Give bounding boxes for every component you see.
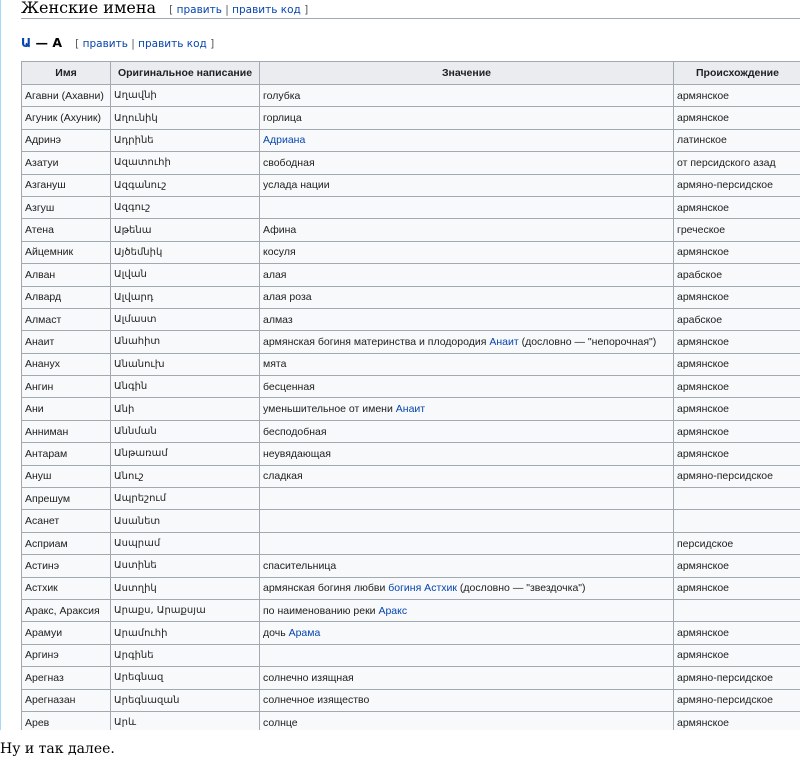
armenian-letter: Ա bbox=[21, 35, 32, 50]
header-name[interactable]: Имя bbox=[22, 62, 111, 85]
cell-origin: персидское bbox=[674, 532, 800, 554]
meaning-text: голубка bbox=[263, 89, 301, 102]
cell-name: Аракс, Араксия bbox=[22, 599, 111, 621]
table-row bbox=[22, 241, 800, 263]
cell-origin: армянское bbox=[674, 443, 800, 465]
cell-original: Անուշ bbox=[111, 465, 260, 487]
russian-letter: А bbox=[52, 35, 63, 50]
subsection-edit-code-link[interactable]: править код bbox=[138, 38, 207, 50]
cell-original: Արաքս, Արաքսյա bbox=[111, 599, 260, 621]
meaning-text: алая роза bbox=[263, 291, 312, 304]
cell-meaning bbox=[260, 129, 674, 151]
cell-meaning bbox=[260, 331, 674, 353]
cell-origin: армяно-персидское bbox=[674, 689, 800, 711]
cell-name: Агавни (Ахавни) bbox=[22, 85, 111, 107]
subsection-edit-links: [ править | править код ] bbox=[75, 38, 215, 50]
meaning-text: уменьшительное от имени bbox=[263, 403, 396, 416]
cell-origin: армянское bbox=[674, 555, 800, 577]
cell-original: Աննման bbox=[111, 420, 260, 442]
meaning-text: Афина bbox=[263, 224, 297, 237]
table-row bbox=[22, 286, 800, 308]
section-edit-links: [ править | править код ] bbox=[169, 4, 309, 16]
cell-name: Асанет bbox=[22, 510, 111, 532]
meaning-text: горлица bbox=[263, 112, 302, 125]
cell-origin: армяно-персидское bbox=[674, 667, 800, 689]
cell-meaning bbox=[260, 443, 674, 465]
cell-meaning bbox=[260, 286, 674, 308]
cell-origin: армянское bbox=[674, 577, 800, 599]
table-row bbox=[22, 129, 800, 151]
meaning-text: (дословно — "непорочная") bbox=[518, 335, 657, 348]
table-row bbox=[22, 443, 800, 465]
cell-original: Արև bbox=[111, 711, 260, 730]
cell-original: Անգին bbox=[111, 376, 260, 398]
cell-original: Աթենա bbox=[111, 219, 260, 241]
cell-original: Ազգանուշ bbox=[111, 174, 260, 196]
cell-name: Аргинэ bbox=[22, 644, 111, 666]
meaning-text: (дословно — "звездочка") bbox=[456, 582, 586, 595]
cell-name: Арамуи bbox=[22, 622, 111, 644]
cell-original: Ասանետ bbox=[111, 510, 260, 532]
cell-name: Апрешум bbox=[22, 488, 111, 510]
cell-origin bbox=[674, 488, 800, 510]
cell-meaning bbox=[260, 353, 674, 375]
cell-meaning bbox=[260, 219, 674, 241]
cell-origin: армянское bbox=[674, 331, 800, 353]
cell-meaning bbox=[260, 644, 674, 666]
cell-original: Անթառամ bbox=[111, 443, 260, 465]
table-row bbox=[22, 555, 800, 577]
cell-name: Азатуи bbox=[22, 152, 111, 174]
cell-original: Արեգնազան bbox=[111, 689, 260, 711]
cell-origin: армянское bbox=[674, 286, 800, 308]
cell-original: Աղավնի bbox=[111, 85, 260, 107]
cell-original: Ապրեշում bbox=[111, 488, 260, 510]
table-row bbox=[22, 510, 800, 532]
cell-name: Астинэ bbox=[22, 555, 111, 577]
cell-meaning bbox=[260, 599, 674, 621]
cell-name: Азгануш bbox=[22, 174, 111, 196]
table-row bbox=[22, 308, 800, 330]
cell-meaning bbox=[260, 264, 674, 286]
cell-meaning bbox=[260, 241, 674, 263]
meaning-text: мята bbox=[263, 358, 287, 371]
cell-meaning bbox=[260, 555, 674, 577]
cell-origin: армянское bbox=[674, 644, 800, 666]
table-row bbox=[22, 711, 800, 730]
cell-name: Адринэ bbox=[22, 129, 111, 151]
table-row bbox=[22, 152, 800, 174]
cell-origin: латинское bbox=[674, 129, 800, 151]
table-row bbox=[22, 398, 800, 420]
section-edit-link[interactable]: править bbox=[176, 4, 222, 16]
cell-original: Ասպրամ bbox=[111, 532, 260, 554]
meaning-link[interactable]: богиня Астхик bbox=[388, 582, 457, 595]
cell-meaning bbox=[260, 465, 674, 487]
cell-name: Алвард bbox=[22, 286, 111, 308]
table-row bbox=[22, 353, 800, 375]
cell-origin bbox=[674, 510, 800, 532]
table-row bbox=[22, 667, 800, 689]
cell-origin: армянское bbox=[674, 196, 800, 218]
cell-name: Анаит bbox=[22, 331, 111, 353]
cell-origin: армянское bbox=[674, 353, 800, 375]
cell-original: Ադրինե bbox=[111, 129, 260, 151]
cell-origin: от персидского азад bbox=[674, 152, 800, 174]
meaning-text: свободная bbox=[263, 156, 315, 169]
table-row bbox=[22, 264, 800, 286]
cell-original: Ալվարդ bbox=[111, 286, 260, 308]
table-row bbox=[22, 174, 800, 196]
cell-name: Ануш bbox=[22, 465, 111, 487]
cell-original: Ալմաստ bbox=[111, 308, 260, 330]
section-heading bbox=[21, 0, 800, 19]
cell-meaning bbox=[260, 376, 674, 398]
table-row bbox=[22, 532, 800, 554]
cell-meaning bbox=[260, 420, 674, 442]
header-origin[interactable]: Происхождение bbox=[674, 62, 800, 85]
table-row bbox=[22, 420, 800, 442]
cell-origin: армянское bbox=[674, 398, 800, 420]
cell-name: Агуник (Ахуник) bbox=[22, 107, 111, 129]
cell-name: Атена bbox=[22, 219, 111, 241]
cell-meaning bbox=[260, 152, 674, 174]
table-row bbox=[22, 599, 800, 621]
cell-original: Ազատուհի bbox=[111, 152, 260, 174]
cell-origin: армяно-персидское bbox=[674, 465, 800, 487]
meaning-text: косуля bbox=[263, 246, 296, 259]
cell-meaning bbox=[260, 532, 674, 554]
cell-name: Анниман bbox=[22, 420, 111, 442]
cell-origin: армянское bbox=[674, 241, 800, 263]
header-meaning[interactable]: Значение bbox=[260, 62, 674, 85]
cell-original: Արեգնազ bbox=[111, 667, 260, 689]
cell-origin: армянское bbox=[674, 622, 800, 644]
cell-name: Арегназ bbox=[22, 667, 111, 689]
table-row bbox=[22, 488, 800, 510]
table-row bbox=[22, 577, 800, 599]
header-original[interactable]: Оригинальное написание bbox=[111, 62, 260, 85]
table-row bbox=[22, 376, 800, 398]
meaning-link[interactable]: Анаит bbox=[395, 403, 426, 416]
meaning-text: армянская богиня материнства и плодородия bbox=[263, 335, 490, 348]
meaning-text: армянская богиня любви bbox=[263, 582, 389, 595]
names-table bbox=[21, 61, 800, 730]
cell-original: Այծեմնիկ bbox=[111, 241, 260, 263]
cell-name: Алван bbox=[22, 264, 111, 286]
cell-original: Ազգուշ bbox=[111, 196, 260, 218]
meaning-text: солнечное изящество bbox=[263, 694, 370, 707]
subsection-heading bbox=[21, 32, 214, 51]
cell-meaning bbox=[260, 622, 674, 644]
meaning-link[interactable]: Анаит bbox=[489, 335, 519, 348]
letter-separator: — bbox=[31, 35, 53, 50]
cell-origin: греческое bbox=[674, 219, 800, 241]
meaning-text: алая bbox=[263, 268, 287, 281]
cell-origin: армянское bbox=[674, 85, 800, 107]
table-row bbox=[22, 85, 800, 107]
cell-origin: арабское bbox=[674, 264, 800, 286]
cell-origin: армянское bbox=[674, 376, 800, 398]
cell-name: Ангин bbox=[22, 376, 111, 398]
cell-origin: армянское bbox=[674, 711, 800, 730]
table-header-row bbox=[22, 62, 800, 85]
cell-origin: армяно-персидское bbox=[674, 174, 800, 196]
cell-meaning bbox=[260, 85, 674, 107]
meaning-text: алмаз bbox=[263, 313, 293, 326]
table-row bbox=[22, 622, 800, 644]
meaning-text: по наименованию реки bbox=[263, 604, 379, 617]
footer-text: Ну и так далее. bbox=[0, 741, 115, 757]
table-body bbox=[22, 85, 800, 731]
cell-meaning bbox=[260, 689, 674, 711]
cell-name: Алмаст bbox=[22, 308, 111, 330]
cell-meaning bbox=[260, 667, 674, 689]
cell-origin: арабское bbox=[674, 308, 800, 330]
cell-meaning bbox=[260, 398, 674, 420]
cell-origin bbox=[674, 599, 800, 621]
cell-name: Ани bbox=[22, 398, 111, 420]
cell-original: Անահիտ bbox=[111, 331, 260, 353]
section-edit-code-link[interactable]: править код bbox=[232, 4, 301, 16]
table-row bbox=[22, 465, 800, 487]
meaning-text: бесценная bbox=[263, 380, 315, 393]
cell-name: Асприам bbox=[22, 532, 111, 554]
cell-original: Անանուխ bbox=[111, 353, 260, 375]
cell-meaning bbox=[260, 196, 674, 218]
table-row bbox=[22, 219, 800, 241]
cell-origin: армянское bbox=[674, 420, 800, 442]
meaning-text: неувядающая bbox=[263, 447, 331, 460]
cell-original: Աղունիկ bbox=[111, 107, 260, 129]
cell-name: Ананух bbox=[22, 353, 111, 375]
section-title: Женские имена bbox=[21, 0, 157, 17]
cell-origin: армянское bbox=[674, 107, 800, 129]
cell-original: Աստինե bbox=[111, 555, 260, 577]
meaning-text: спасительница bbox=[263, 559, 337, 572]
table-row bbox=[22, 644, 800, 666]
cell-original: Արգինե bbox=[111, 644, 260, 666]
cell-name: Арегназан bbox=[22, 689, 111, 711]
subsection-title bbox=[21, 35, 62, 50]
cell-original: Անի bbox=[111, 398, 260, 420]
meaning-link[interactable]: Аракс bbox=[378, 604, 408, 617]
cell-meaning bbox=[260, 510, 674, 532]
meaning-text: солнце bbox=[263, 716, 298, 729]
cell-meaning bbox=[260, 174, 674, 196]
table-row bbox=[22, 196, 800, 218]
cell-meaning bbox=[260, 308, 674, 330]
cell-original: Արամուհի bbox=[111, 622, 260, 644]
meaning-link[interactable]: Адриана bbox=[263, 134, 306, 147]
cell-meaning bbox=[260, 711, 674, 730]
meaning-text: услада нации bbox=[263, 179, 330, 192]
cell-name: Азгуш bbox=[22, 196, 111, 218]
cell-meaning bbox=[260, 577, 674, 599]
cell-name: Астхик bbox=[22, 577, 111, 599]
cell-name: Айцемник bbox=[22, 241, 111, 263]
meaning-text: бесподобная bbox=[263, 425, 327, 438]
cell-meaning bbox=[260, 488, 674, 510]
table-row bbox=[22, 331, 800, 353]
table-row bbox=[22, 107, 800, 129]
cell-meaning bbox=[260, 107, 674, 129]
meaning-text: дочь bbox=[263, 627, 289, 640]
subsection-edit-link[interactable]: править bbox=[82, 38, 128, 50]
meaning-link[interactable]: Арама bbox=[288, 627, 321, 640]
meaning-text: солнечно изящная bbox=[263, 671, 354, 684]
cell-original: Աստղիկ bbox=[111, 577, 260, 599]
cell-name: Антарам bbox=[22, 443, 111, 465]
cell-original: Ալվան bbox=[111, 264, 260, 286]
cell-name: Арев bbox=[22, 711, 111, 730]
meaning-text: сладкая bbox=[263, 470, 303, 483]
table-row bbox=[22, 689, 800, 711]
